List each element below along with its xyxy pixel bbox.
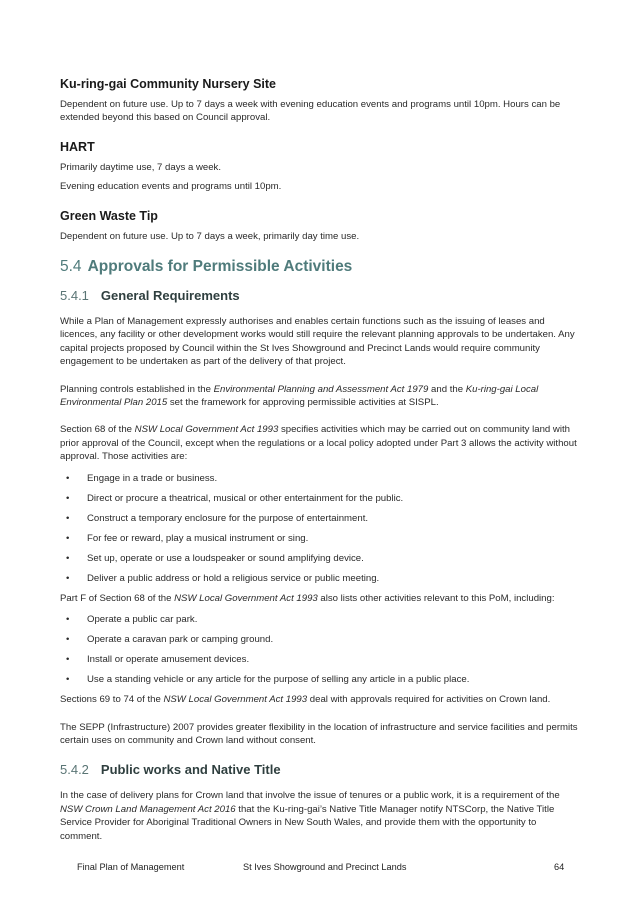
list-item [60,492,580,505]
green-waste-text: Dependent on future use. Up to 7 days a week, primarily day time use. [60,230,360,242]
text-run: that the Ku-ring-gai’s Native Title Manager notify NTSCorp, the Native Title Service Provider for Aboriginal Traditional Owners in New South Wales, and provide them with the opportunity to comment. [60,803,555,842]
section-title: Approvals for Permissible Activities [87,258,353,276]
general-requirements-para-1: While a Plan of Management expressly authorises and enables certain functions such as the issuing of leases and licences, any facility or other development works would still require the relevant planning approvals to be undertaken. Any capital projects proposed by Council within the St Ives Showground and Precinct Lands would require community engagement to be undertaken as part of the delivery of that project. [60,316,575,368]
text-run: set the framework for approving permissible activities at SISPL. [167,397,439,409]
text-run: Part F of Section 68 of the [60,592,175,604]
general-requirements-para-2 [60,383,580,410]
list-item [60,572,580,585]
bullet-icon: • [66,492,70,504]
subsection-number: 5.4.1 [60,288,89,304]
hart-line-2: Evening education events and programs until 10pm. [60,181,282,193]
footer-page-number: 64 [554,862,565,872]
page-content [60,76,580,851]
bullet-icon: • [66,532,70,544]
footer-document-title: Final Plan of Management [77,862,185,872]
green-waste-heading: Green Waste Tip [60,208,158,223]
list-item-text: Construct a temporary enclosure for the purpose of entertainment. [87,512,369,524]
text-run: Planning controls established in the [60,383,214,395]
act-title: NSW Crown Land Management Act 2016 [60,803,236,815]
plan-title: Ku-ring-gai Local Environmental Plan 2015 [60,383,539,409]
bullet-icon: • [66,512,70,524]
native-title-para [60,789,580,843]
text-run: deal with approvals required for activities on Crown land. [307,694,551,706]
act-title: NSW Local Government Act 1993 [134,424,279,436]
list-item-text: Set up, operate or use a loudspeaker or sound amplifying device. [87,552,364,564]
act-title: NSW Local Government Act 1993 [163,694,308,706]
list-item-text: Engage in a trade or business. [87,472,218,484]
bullet-icon: • [66,614,70,626]
list-item [60,532,580,545]
text-run: Section 68 of the [60,424,135,436]
list-item-text: Direct or procure a theatrical, musical or other entertainment for the public. [87,492,404,504]
section-number: 5.4 [60,258,82,276]
list-item [60,613,580,626]
list-item-text: For fee or reward, play a musical instrument or sing. [87,532,309,544]
general-requirements-para-6: The SEPP (Infrastructure) 2007 provides greater flexibility in the location of infrastructure and service facilities and permits certain uses on community and Crown land without consent. [60,721,578,746]
bullet-icon: • [66,674,70,686]
list-item-text: Operate a public car park. [87,614,198,626]
list-item-text: Use a standing vehicle or any article for the purpose of selling any article in a public place. [87,674,470,686]
section-5-4-1-heading [60,287,580,305]
hart-line-1: Primarily daytime use, 7 days a week. [60,161,222,173]
section-68-activities-list [60,472,580,585]
section-5-4-2-heading [60,761,580,779]
act-title: NSW Local Government Act 1993 [174,592,318,604]
bullet-icon: • [66,572,70,584]
text-run: and the [428,383,466,395]
list-item [60,653,580,666]
act-title: Environmental Planning and Assessment Act 1979 [213,383,429,395]
subsection-number: 5.4.2 [60,762,89,778]
general-requirements-para-5 [60,693,580,706]
text-run: also lists other activities relevant to this PoM, including: [317,592,555,604]
part-f-activities-list [60,613,580,686]
nursery-text: Dependent on future use. Up to 7 days a week with evening education events and programs until 10pm. Hours can be extended beyond this based on Council approval. [60,99,561,124]
subsection-title: General Requirements [100,288,240,304]
list-item-text: Install or operate amusement devices. [87,654,250,666]
footer-site-name: St Ives Showground and Precinct Lands [243,862,407,872]
bullet-icon: • [66,634,70,646]
list-item-text: Operate a caravan park or camping ground. [87,634,274,646]
list-item [60,673,580,686]
subsection-title: Public works and Native Title [100,762,281,778]
bullet-icon: • [66,654,70,666]
list-item [60,512,580,525]
text-run: In the case of delivery plans for Crown land that involve the issue of tenures or a public work, it is a requirement of the [60,790,560,802]
text-run: specifies activities which may be carried out on community land with prior approval of the Council, except when the regulations or a local policy adopted under Part 3 allows the activity without approval. Those activities are: [60,424,577,463]
list-item-text: Deliver a public address or hold a religious service or public meeting. [87,572,380,584]
bullet-icon: • [66,472,70,484]
general-requirements-para-4 [60,592,580,605]
list-item [60,633,580,646]
list-item [60,472,580,485]
list-item [60,552,580,565]
nursery-heading: Ku-ring-gai Community Nursery Site [60,77,276,91]
bullet-icon: • [66,552,70,564]
general-requirements-para-3 [60,423,580,463]
section-5-4-heading [60,257,580,277]
text-run: Sections 69 to 74 of the [60,694,164,706]
hart-heading: HART [60,139,95,154]
